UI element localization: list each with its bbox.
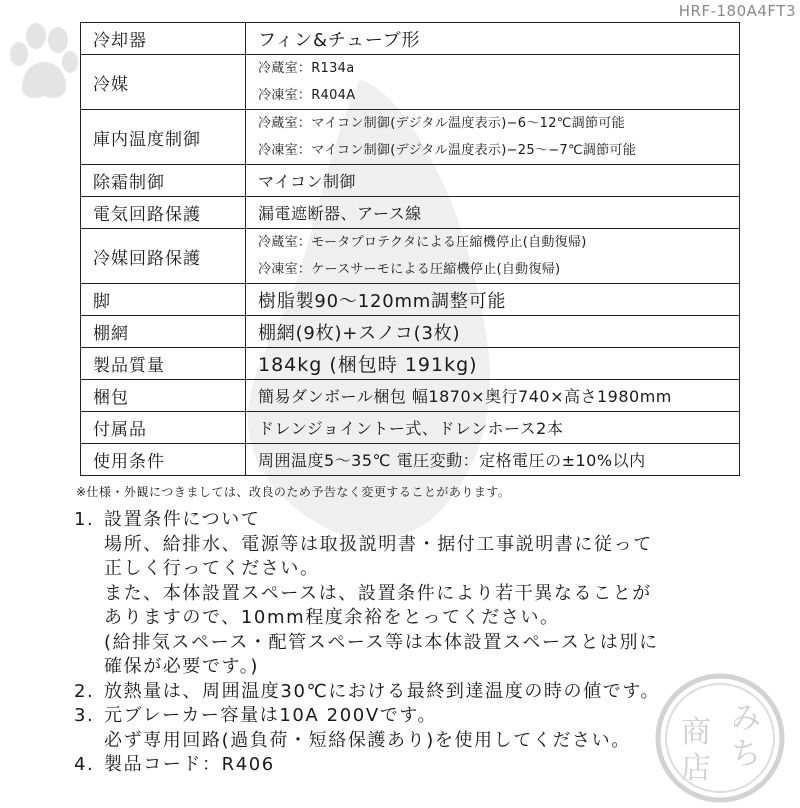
spec-label: 庫内温度制御: [81, 110, 246, 165]
note-line: 必ず専用回路(過負荷・短絡保護あり)を使用してください。: [104, 729, 631, 751]
spec-row: [81, 229, 740, 284]
spec-value: 簡易ダンボール梱包 幅1870×奥行740×高さ1980mm: [246, 380, 740, 412]
spec-row: [81, 197, 740, 229]
spec-row: [81, 165, 740, 197]
note-line: 場所、給排水、電源等は取扱説明書・据付工事説明書に従って: [104, 533, 653, 555]
spec-value-line: 冷蔵室：マイコン制御(デジタル温度表示)−6〜12℃調節可能: [258, 116, 625, 131]
note-line: 確保が必要です。): [104, 656, 259, 677]
spec-table: [80, 22, 740, 476]
note-number: 1.: [74, 509, 95, 530]
spec-value: 184kg (梱包時 191kg): [246, 348, 740, 380]
spec-value: 樹脂製90〜120mm調整可能: [246, 284, 740, 316]
spec-row: [81, 412, 740, 444]
spec-value: マイコン制御: [246, 165, 740, 197]
spec-label: 冷媒: [81, 55, 246, 110]
spec-value: [246, 229, 740, 284]
spec-value: 棚網(9枚)+スノコ(3枚): [246, 316, 740, 348]
note-item: [74, 508, 714, 533]
note-line: (給排気スペース・配管スペース等は本体設置スペースとは別に: [104, 631, 659, 653]
spec-value-line: 冷凍室：R404A: [258, 88, 356, 103]
spec-label: 棚網: [81, 316, 246, 348]
spec-value: [246, 55, 740, 110]
shop-stamp-logo: [650, 668, 790, 808]
note-item: [74, 704, 714, 729]
svg-text:店: 店: [681, 751, 711, 786]
note-number: 3.: [74, 705, 95, 726]
spec-row: [81, 444, 740, 476]
spec-label: 電気回路保護: [81, 197, 246, 229]
spec-value: [246, 110, 740, 165]
note-line: ありますので、10mm程度余裕をとってください。: [104, 607, 560, 628]
disclaimer-note: ※仕様・外観につきましては、改良のため予告なく変更することがあります。: [76, 485, 511, 499]
spec-label: 脚: [81, 284, 246, 316]
note-line: また、本体設置スペースは、設置条件により若干異なることが: [104, 582, 652, 604]
spec-value: ドレンジョイントー式、ドレンホース2本: [246, 412, 740, 444]
spec-row: [81, 284, 740, 316]
svg-text:商: 商: [681, 715, 711, 750]
note-title: 設置条件について: [104, 509, 261, 530]
spec-row: [81, 348, 740, 380]
note-text: 放熱量は、周囲温度30℃における最終到達温度の時の値です。: [104, 680, 661, 702]
spec-row: [81, 110, 740, 165]
spec-value: 漏電遮断器、アース線: [246, 197, 740, 229]
spec-value: 周囲温度5〜35℃ 電圧変動：定格電圧の±10%以内: [246, 444, 740, 476]
spec-label: 使用条件: [81, 444, 246, 476]
spec-label: 付属品: [81, 412, 246, 444]
note-item: [74, 680, 714, 705]
spec-value-line: 冷凍室：マイコン制御(デジタル温度表示)−25〜−7℃調節可能: [258, 143, 637, 158]
svg-text:ち: ち: [731, 737, 761, 772]
installation-notes: [74, 508, 714, 778]
svg-text:み: み: [731, 701, 761, 736]
note-text: 元ブレーカー容量は10A 200Vです。: [104, 705, 438, 726]
spec-label: 製品質量: [81, 348, 246, 380]
spec-row: [81, 55, 740, 110]
spec-row: [81, 380, 740, 412]
paw-watermark-icon: [6, 22, 78, 102]
spec-value-line: 冷蔵室：R134a: [258, 61, 355, 76]
spec-value-line: 冷凍室：ケースサーモによる圧縮機停止(自動復帰): [258, 262, 561, 277]
spec-label: 除霜制御: [81, 165, 246, 197]
note-item: [74, 753, 714, 778]
note-line: 正しく行ってください。: [104, 558, 320, 579]
note-number: 4.: [74, 754, 95, 775]
spec-label: 冷却器: [81, 23, 246, 55]
note-number: 2.: [74, 680, 95, 702]
spec-row: [81, 23, 740, 55]
spec-value: フィン&チューブ形: [246, 23, 740, 55]
spec-label: 冷媒回路保護: [81, 229, 246, 284]
spec-row: [81, 316, 740, 348]
note-text: 製品コード：R406: [104, 754, 275, 775]
spec-label: 梱包: [81, 380, 246, 412]
model-code: HRF-180A4FT3: [678, 2, 796, 20]
spec-value-line: 冷蔵室：モータプロテクタによる圧縮機停止(自動復帰): [258, 235, 587, 250]
